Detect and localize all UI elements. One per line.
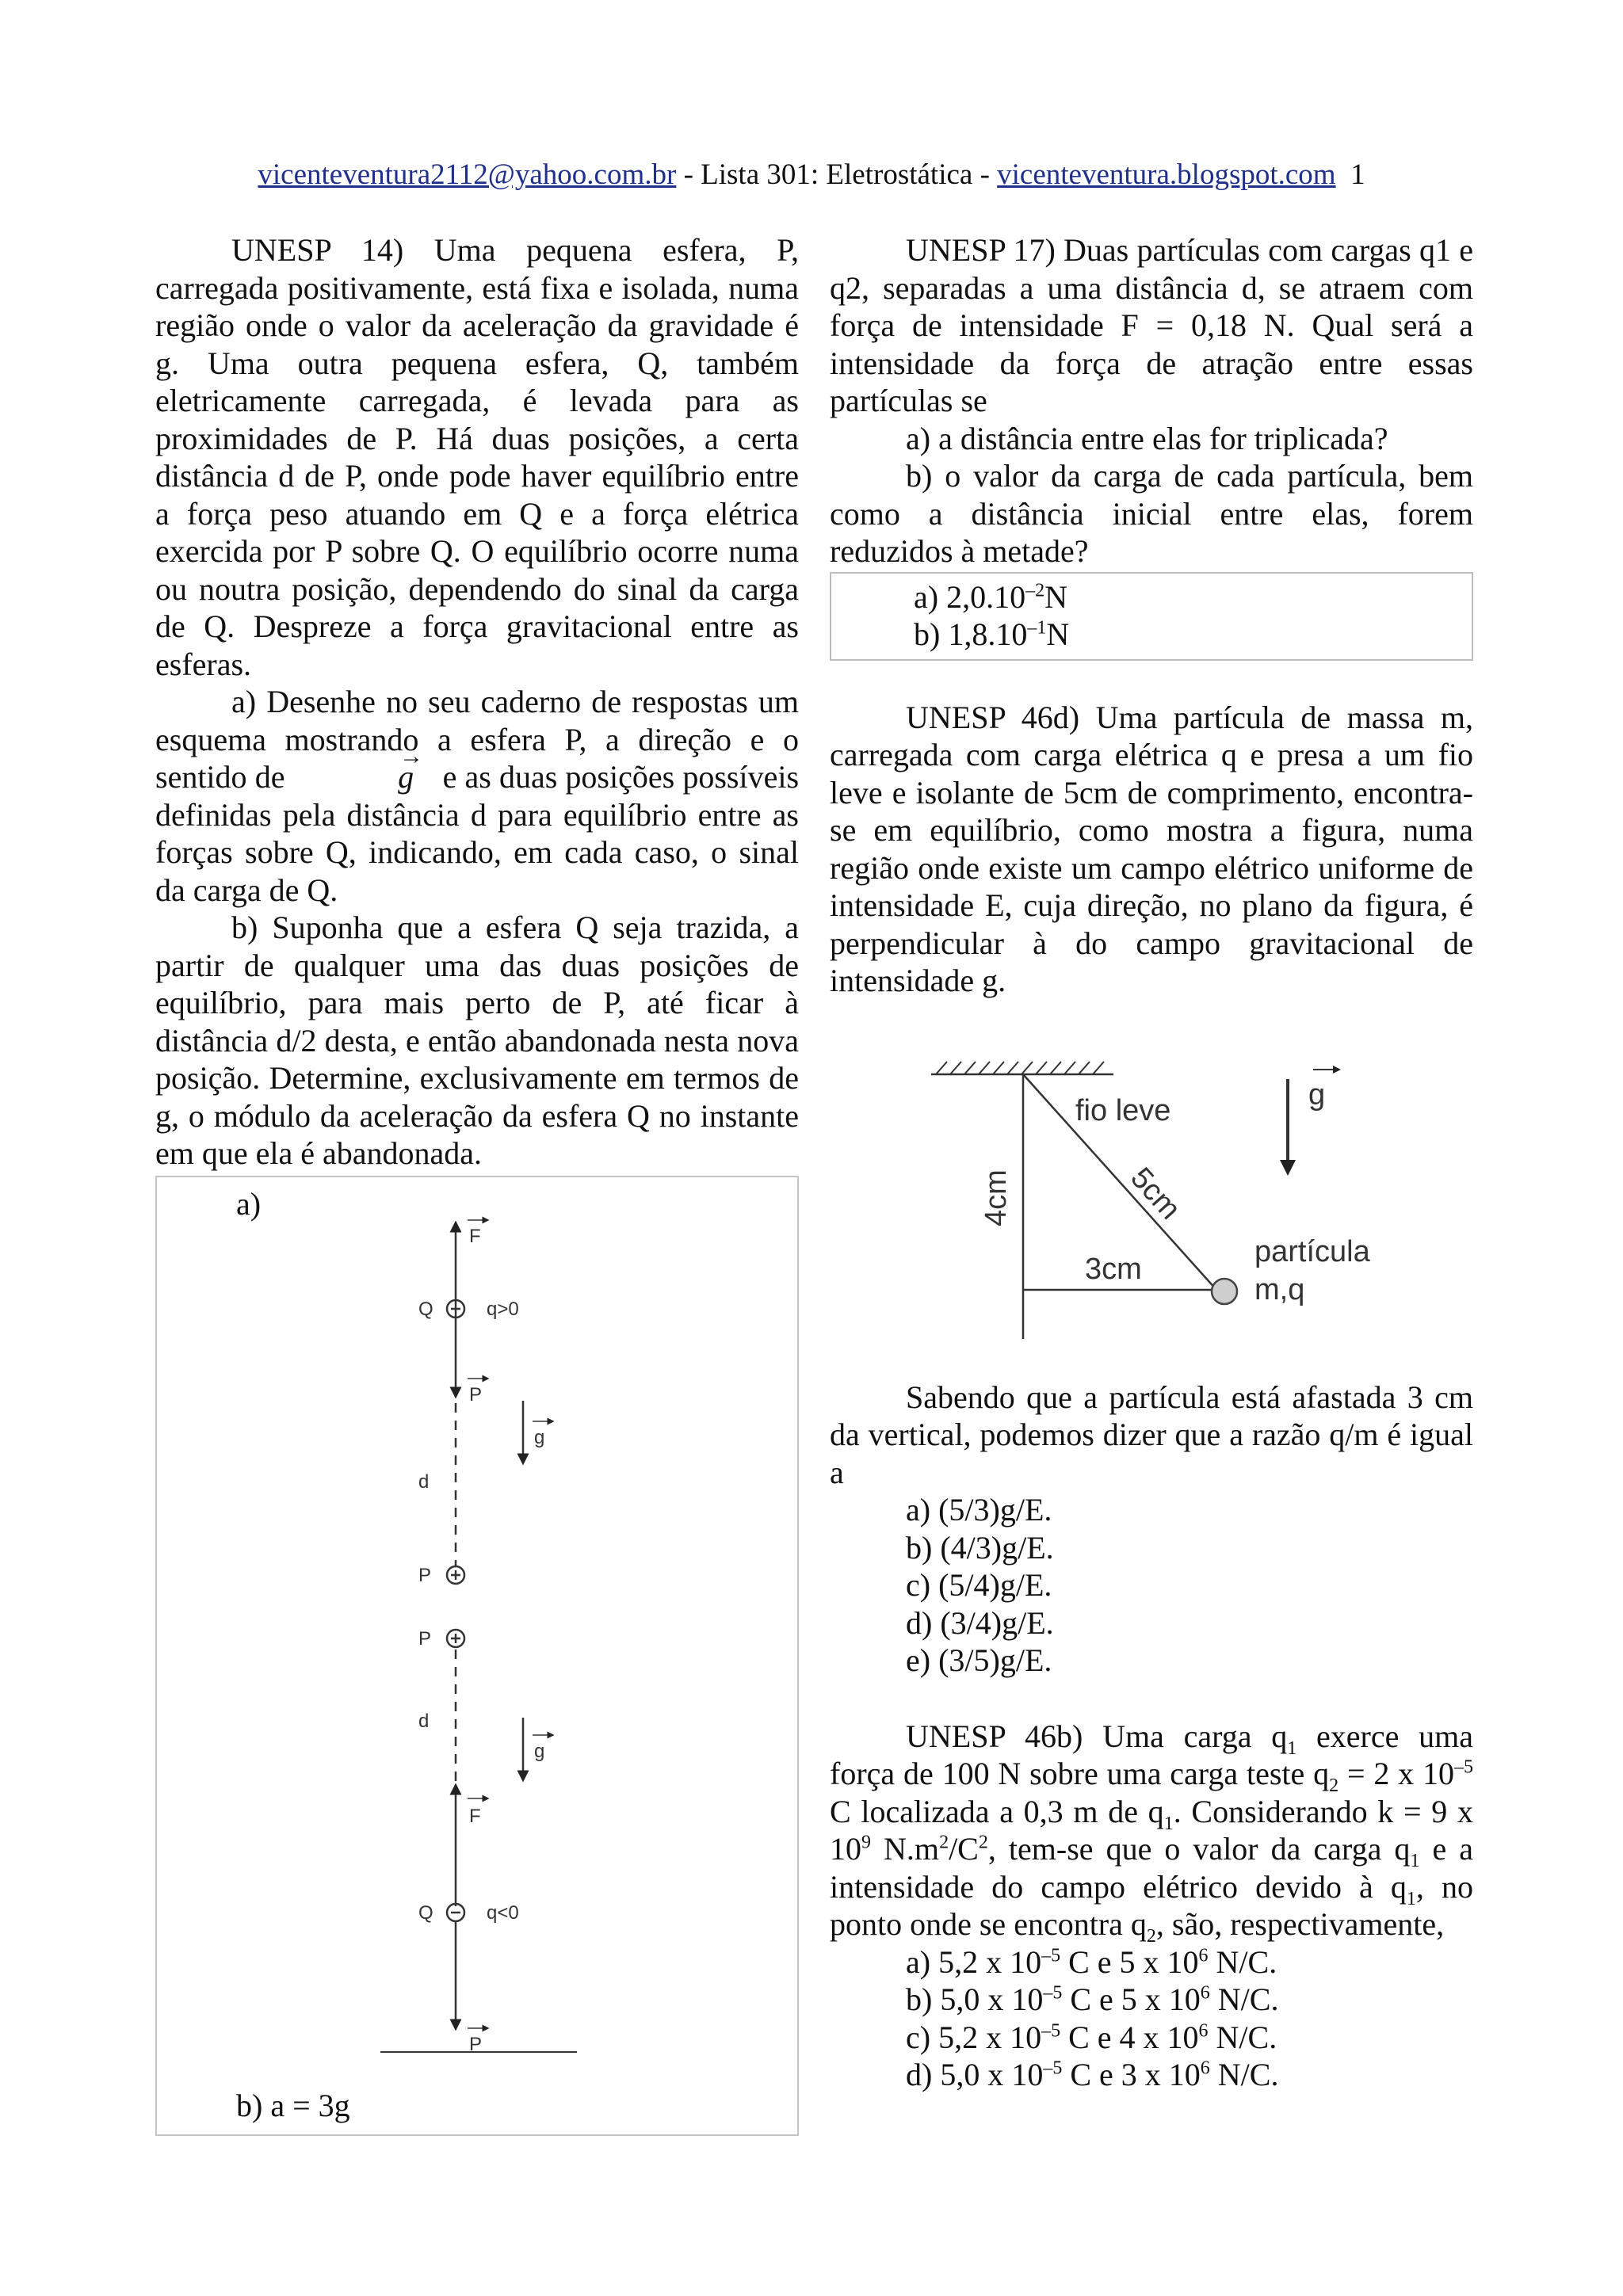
label-P: P <box>418 1565 432 1586</box>
q17-answer-b: b) $1,8.10^{-1}N$ <box>914 616 1070 652</box>
q17-item-b: b) o valor da carga de cada partícula, bem como a distância inicial entre elas, forem reduzidos à metade? <box>830 458 1473 569</box>
label-4cm: 4cm <box>980 1169 1013 1226</box>
q46d-statement: UNESP 46d) Uma partícula de massa m, carregada com carga elétrica q e presa a um fio leve e isolante de 5cm de comprimento, encontra-se em equilíbrio, como mostra a figura, numa região onde existe um campo elétrico uniforme de intensidade E, cuja direção, no plano da figura, é perpendicular à do campo gravitacional de intensidade g. <box>830 699 1473 998</box>
q46d-option-a: a) (5/3)g/E. <box>906 1492 1052 1527</box>
label-F: F <box>469 1226 481 1247</box>
q46b-option-d: d) 5,0 x $10^{-5}$ C e 3 x $10^6$ N/C. <box>906 2057 1279 2092</box>
header-separator: - <box>676 158 701 191</box>
right-column <box>830 231 1473 2094</box>
label-q-positive: q>0 <box>487 1299 519 1320</box>
q46d-question: Sabendo que a partícula está afastada 3 cm da vertical, podemos dizer que a razão q/m é igual a <box>830 1379 1473 1490</box>
header-separator: - <box>972 158 998 191</box>
g-vector: → g <box>317 758 418 796</box>
label-d: d <box>418 1711 430 1732</box>
label-3cm: 3cm <box>1085 1252 1142 1286</box>
author-email-link[interactable]: vicenteventura2112@yahoo.com.br <box>258 158 677 191</box>
label-P-weight: P <box>469 1384 483 1405</box>
q17-statement: UNESP 17) Duas partículas com cargas q1 e q2, separadas a uma distância d, se atraem com força de intensidade F = 0,18 N. Qual será a intensidade da força de atração entre essas partículas se <box>830 232 1473 418</box>
label-Q: Q <box>418 1299 433 1320</box>
particle-ball <box>1212 1279 1237 1304</box>
label-P: P <box>418 1628 432 1650</box>
label-mq: m,q <box>1254 1272 1305 1306</box>
page-number: 1 <box>1350 158 1365 191</box>
q14-item-a-text2: e as duas posições possíveis definidas pela distância d para equilíbrio entre as forças sobre Q, indicando, em cada caso, o sinal da carga de Q. <box>155 759 800 908</box>
q46d-option-c: c) (5/4)g/E. <box>906 1567 1052 1603</box>
q46d-option-d: d) (3/4)g/E. <box>906 1604 1054 1641</box>
q14-item-a <box>155 683 799 909</box>
q14-answer-box <box>155 1176 799 2136</box>
q46d-option-b: b) (4/3)g/E. <box>906 1529 1054 1566</box>
label-d: d <box>418 1471 430 1493</box>
q14-statement: UNESP 14) Uma pequena esfera, P, carregada positivamente, está fixa e isolada, numa região onde o valor da aceleração da gravidade é g. Uma outra pequena esfera, Q, também eletricamente carregada, é levada para as proximidades de P. Há duas posições, a certa distância d de P, onde pode haver equilíbrio entre a força peso atuando em Q e a força elétrica exercida por P sobre Q. O equilíbrio ocorre numa ou noutra posição, dependendo do sinal da carga de Q. Despreze a força gravitacional entre as esferas. <box>155 232 799 682</box>
answer-a-label: a) <box>236 1186 262 1222</box>
q46b-option-b: b) 5,0 x $10^{-5}$ C e 5 x $10^6$ N/C. <box>906 1981 1279 2017</box>
label-Q: Q <box>418 1902 433 1924</box>
label-5cm: 5cm <box>1124 1161 1187 1226</box>
q17-answer-box <box>830 572 1473 661</box>
blog-link[interactable]: vicenteventura.blogspot.com <box>997 158 1336 191</box>
q46d-figure <box>830 1024 1473 1369</box>
q14-item-b: b) Suponha que a esfera Q seja trazida, a partir de qualquer uma das duas posições de equilíbrio, para mais perto de P, até ficar à distância d/2 desta, e então abandonada nesta nova posição. Determine, exclusivamente em termos de g, o módulo da aceleração da esfera Q no instante em que ela é abandonada. <box>155 910 799 1171</box>
answer-b-label: b) a = 3g <box>236 2088 350 2123</box>
q17-item-a: a) a distância entre elas for triplicada? <box>906 420 1388 456</box>
label-fio-leve: fio leve <box>1075 1093 1171 1127</box>
label-g: g <box>1308 1077 1326 1112</box>
page-header <box>0 155 1623 195</box>
label-F: F <box>469 1806 481 1827</box>
label-P-weight: P <box>469 2034 483 2055</box>
q14-item-a-text: a) Desenhe no seu caderno de respostas um esquema mostrando a esfera P, a direção e o sentido de <box>155 684 799 795</box>
label-particula: partícula <box>1254 1234 1370 1268</box>
q46b-statement: UNESP 46b) Uma carga $q_1$ exerce uma força de 100 N sobre uma carga teste $q_2 = 2$ x $10^{-5}$ C localizada a 0,3 m de $q_1$. Considerando k = 9 x $10^9$ $N.m^2/C^2$, tem-se que o valor da carga $q_1$ e a intensidade do campo elétrico devido à $q_1$, no ponto onde se encontra $q_2$, são, respectivamente, <box>830 1718 1473 1947</box>
q46b-option-c: c) 5,2 x $10^{-5}$ C e 4 x $10^6$ N/C. <box>906 2019 1277 2055</box>
label-g: g <box>534 1427 545 1448</box>
left-column <box>155 231 799 1173</box>
q14-answer-figure <box>157 1177 797 2134</box>
label-q-negative: q<0 <box>487 1902 519 1924</box>
q17-answer-a: a) $2,0.10^{-2}N$ <box>914 578 1067 615</box>
list-title: Lista 301: Eletrostática <box>701 158 973 191</box>
q46d-option-e: e) (3/5)g/E. <box>906 1642 1052 1678</box>
label-g: g <box>534 1741 545 1762</box>
q46b-option-a: a) 5,2 x $10^{-5}$ C e 5 x $10^6$ N/C. <box>906 1943 1277 1980</box>
